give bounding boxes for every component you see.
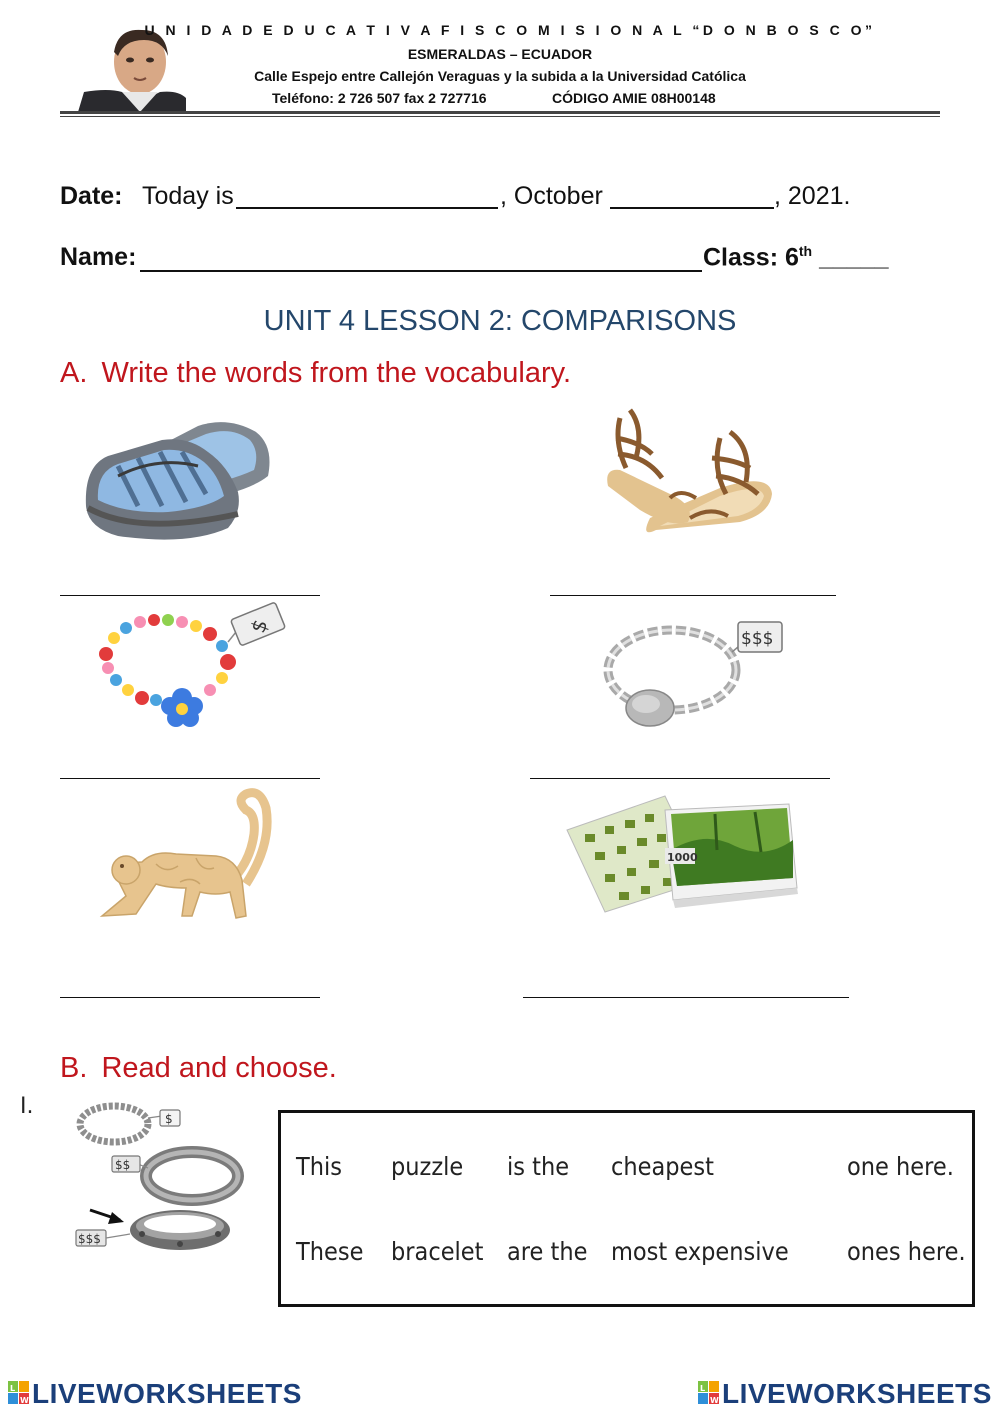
school-phone: Teléfono: 2 726 507 fax 2 727716 [272,90,487,106]
choice-box [278,1110,975,1307]
name-label: Name: [60,243,137,271]
row1-word-this[interactable]: This [296,1152,342,1181]
date-label: Date: [60,182,123,210]
row2-word-ones-here[interactable]: ones here. [847,1237,966,1266]
day-blank[interactable] [236,183,498,209]
school-name: U N I D A D E D U C A T I V A F I S C O M I S I O N A L “D O N B O S C O” [144,22,876,38]
section-b-heading [60,1052,337,1085]
svg-text:W: W [20,1396,29,1405]
answer-line-4[interactable] [530,778,830,779]
row2-word-these[interactable]: These [296,1237,364,1266]
beaded-bracelet-image [86,602,286,727]
answer-line-3[interactable] [60,778,320,779]
section-b-instruction: Read and choose. [101,1052,337,1084]
flower-bead [161,688,203,727]
row1-word-is-the[interactable]: is the [507,1152,570,1181]
liveworksheets-logo-icon [698,1381,720,1405]
month-text: , October [500,182,603,210]
answer-line-1[interactable] [60,595,320,596]
header-rule-thick [60,111,940,114]
section-a-instruction: Write the words from the vocabulary. [101,357,572,389]
wooden-monkey-puzzle-image [96,784,276,928]
row1-word-puzzle[interactable]: puzzle [391,1152,464,1181]
strappy-sandals-image [600,398,780,548]
class-text: Class: 6 [703,243,799,272]
name-blank[interactable] [140,244,702,272]
row2-word-bracelet[interactable]: bracelet [391,1237,484,1266]
liveworksheets-logo-icon [8,1381,30,1405]
small-tag-one: $ [165,1112,173,1126]
answer-line-6[interactable] [523,997,849,998]
sports-sandals-image [78,396,278,548]
section-b-letter: B. [60,1052,88,1084]
unit-title: UNIT 4 LESSON 2: COMPARISONS [263,305,737,337]
class-superscript: th [798,243,813,259]
small-tag-two: $$ [115,1158,131,1172]
item-number: I. [20,1094,34,1119]
small-tag-three: $$$ [78,1232,101,1246]
liveworksheets-logo-left[interactable]: LIVEWORKSHEETS [32,1378,302,1409]
svg-text:W: W [710,1396,719,1405]
class-label [703,243,889,272]
answer-line-5[interactable] [60,997,320,998]
svg-text:L: L [700,1384,706,1393]
section-a-letter: A. [60,357,88,389]
school-code: CÓDIGO AMIE 08H00148 [552,90,716,106]
date-text: Today is [142,182,234,210]
header-rule-thin [60,116,940,117]
year-text: , 2021. [774,182,851,210]
silver-bracelet-image [600,612,790,732]
row1-word-cheapest[interactable]: cheapest [611,1152,714,1181]
price-tag-three: $$$ [741,629,774,649]
row2-word-most-expensive[interactable]: most expensive [611,1237,789,1266]
row1-word-one-here[interactable]: one here. [847,1152,954,1181]
school-city: ESMERALDAS – ECUADOR [407,46,593,62]
row2-word-are-the[interactable]: are the [507,1237,588,1266]
section-a-heading [60,357,571,390]
puzzle-piece-count: 1000 [667,851,698,864]
answer-line-2[interactable] [550,595,836,596]
month-day-blank[interactable] [610,183,774,209]
three-bracelets-image [68,1094,248,1256]
jigsaw-puzzle-box-image [565,790,800,915]
svg-text:L: L [10,1384,16,1393]
school-address: Calle Espejo entre Callejón Veraguas y la subida a la Universidad Católica [254,68,746,84]
price-tag-one: $ [245,615,273,637]
liveworksheets-logo-right[interactable]: LIVEWORKSHEETS [722,1378,992,1409]
class-blank[interactable]: _____ [819,243,889,272]
